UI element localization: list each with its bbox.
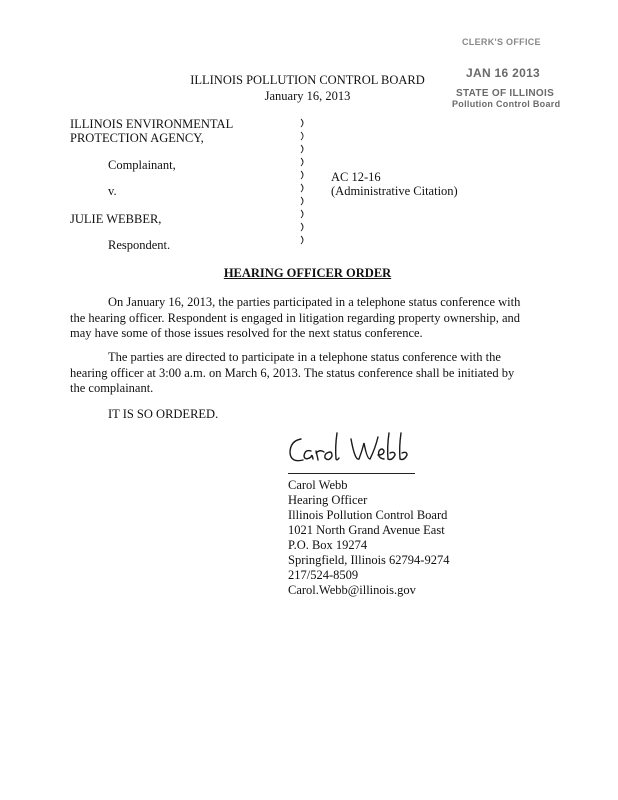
handwritten-signature — [285, 425, 425, 473]
order-closing: IT IS SO ORDERED. — [108, 407, 219, 421]
header-date: January 16, 2013 — [264, 89, 351, 103]
order-paragraph-2: The parties are directed to participate in a telephone status conference with the hearing officer at 3:00 a.m. on March 6, 2013. The status conference shall be initiated by the complainant. — [70, 350, 515, 395]
caption-divider — [298, 117, 308, 253]
board-header: ILLINOIS POLLUTION CONTROL BOARD — [190, 73, 425, 87]
signer-org: Illinois Pollution Control Board — [288, 508, 448, 522]
order-title: HEARING OFFICER ORDER — [223, 266, 392, 280]
signer-phone: 217/524-8509 — [288, 568, 359, 582]
signer-address-2: P.O. Box 19274 — [288, 538, 368, 552]
complainant-name-2: PROTECTION AGENCY, — [70, 131, 204, 145]
stamp-board: Pollution Control Board — [452, 99, 561, 109]
signer-address-1: 1021 North Grand Avenue East — [288, 523, 445, 537]
stamp-office: CLERK'S OFFICE — [462, 37, 541, 47]
clerk-stamp — [452, 30, 572, 110]
case-number: AC 12-16 — [331, 170, 381, 184]
complainant-name-1: ILLINOIS ENVIRONMENTAL — [70, 117, 234, 131]
case-type: (Administrative Citation) — [331, 184, 458, 198]
signer-city: Springfield, Illinois 62794-9274 — [288, 553, 450, 567]
order-paragraph-1: On January 16, 2013, the parties participated in a telephone status conference with the hearing officer. Respondent is engaged in litigation regarding property ownership, and may have some of those issues resolved for the next status conference. — [70, 295, 521, 340]
paren-column — [298, 117, 308, 253]
stamp-date: JAN 16 2013 — [466, 66, 541, 80]
signer-title: Hearing Officer — [288, 493, 368, 507]
respondent-role: Respondent. — [108, 238, 171, 252]
signer-name: Carol Webb — [288, 478, 348, 492]
versus: v. — [108, 184, 117, 198]
signature-line — [288, 473, 415, 474]
respondent-name: JULIE WEBBER, — [70, 212, 162, 226]
signer-email: Carol.Webb@illinois.gov — [288, 583, 416, 597]
signature-scribble — [285, 425, 425, 473]
complainant-role: Complainant, — [108, 158, 176, 172]
stamp-state: STATE OF ILLINOIS — [456, 88, 555, 99]
